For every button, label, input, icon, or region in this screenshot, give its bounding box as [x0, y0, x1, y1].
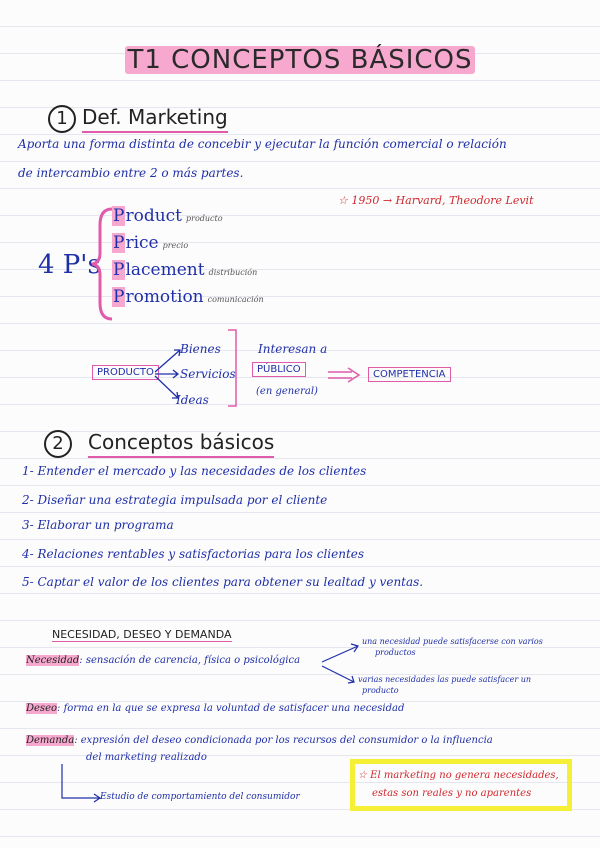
publico-box: PÚBLICO	[252, 362, 306, 377]
four-ps-item	[112, 233, 264, 260]
producto-box: PRODUCTO	[92, 365, 159, 380]
bracket-icon	[226, 328, 242, 408]
p-translation: comunicación	[207, 295, 264, 304]
deseo-text: : forma en la que se expresa la voluntad de satisfacer una necesidad	[57, 703, 405, 714]
demanda-row	[26, 735, 493, 746]
estudio-text: Estudio de comportamiento del consumidor	[100, 792, 300, 802]
nde-heading: NECESIDAD, DESEO Y DEMANDA	[52, 628, 232, 641]
p-word: romotion	[125, 287, 204, 307]
p-initial: P	[113, 287, 125, 307]
deseo-label: Deseo	[26, 703, 58, 714]
competencia-box: COMPETENCIA	[368, 367, 451, 382]
p-translation: precio	[162, 241, 189, 250]
flow-item-ideas: Ideas	[176, 393, 209, 407]
branch1-line2: productos	[375, 648, 416, 657]
branch2-line1: varias necesidades las puede satisfacer un	[358, 675, 532, 684]
double-arrow-icon	[326, 367, 362, 383]
p-initial: P	[113, 206, 125, 226]
interesan-label: Interesan a	[258, 342, 328, 356]
highlight-box	[350, 759, 572, 811]
definition-line-1: Aporta una forma distinta de concebir y ejecutar la función comercial o relación	[18, 137, 507, 151]
four-ps-item	[112, 287, 264, 314]
necesidad-row	[26, 655, 300, 666]
demanda-label: Demanda	[26, 735, 75, 746]
four-ps-item	[112, 260, 264, 287]
estudio-arrow-icon	[56, 762, 106, 808]
necesidad-text: : sensación de carencia, física o psicológica	[79, 655, 301, 666]
four-ps-label: 4 P's	[38, 250, 101, 280]
note-line-1: ☆ El marketing no genera necesidades,	[358, 770, 559, 781]
branch1-line1: una necesidad puede satisfacerse con varios	[362, 637, 543, 646]
concept-item: 5- Captar el valor de los clientes para obtener su lealtad y ventas.	[22, 575, 424, 589]
p-word: rice	[125, 233, 159, 253]
concept-item: 2- Diseñar una estrategia impulsada por el cliente	[22, 493, 328, 507]
concept-item: 3- Elaborar un programa	[22, 518, 174, 532]
p-initial: P	[113, 233, 125, 253]
four-ps-list	[112, 206, 264, 314]
definition-line-2: de intercambio entre 2 o más partes.	[18, 166, 244, 180]
p-initial: P	[113, 260, 125, 280]
flow-item-bienes: Bienes	[180, 342, 221, 356]
concept-item: 4- Relaciones rentables y satisfactorias para los clientes	[22, 547, 365, 561]
page-title: T1 CONCEPTOS BÁSICOS	[125, 46, 475, 74]
p-translation: distribución	[208, 268, 258, 277]
deseo-row	[26, 703, 404, 714]
p-translation: producto	[186, 214, 223, 223]
section-number-1: 1	[48, 105, 76, 133]
flow-item-servicios: Servicios	[180, 367, 236, 381]
history-note: ☆ 1950 → Harvard, Theodore Levit	[338, 194, 534, 207]
necesidad-label: Necesidad	[26, 655, 80, 666]
section-heading-marketing: Def. Marketing	[82, 105, 228, 133]
publico-note: (en general)	[256, 386, 318, 397]
demanda-text: : expresión del deseo condicionada por los recursos del consumidor o la influencia	[74, 735, 493, 746]
branch2-line2: producto	[362, 686, 399, 695]
concept-item: 1- Entender el mercado y las necesidades de los clientes	[22, 464, 367, 478]
note-line-2: estas son reales y no aparentes	[372, 788, 532, 799]
four-ps-item	[112, 206, 264, 233]
p-word: lacement	[125, 260, 205, 280]
demanda-line-2: del marketing realizado	[86, 752, 207, 763]
section-heading-conceptos: Conceptos básicos	[88, 430, 274, 458]
p-word: roduct	[125, 206, 182, 226]
section-number-2: 2	[44, 430, 72, 458]
